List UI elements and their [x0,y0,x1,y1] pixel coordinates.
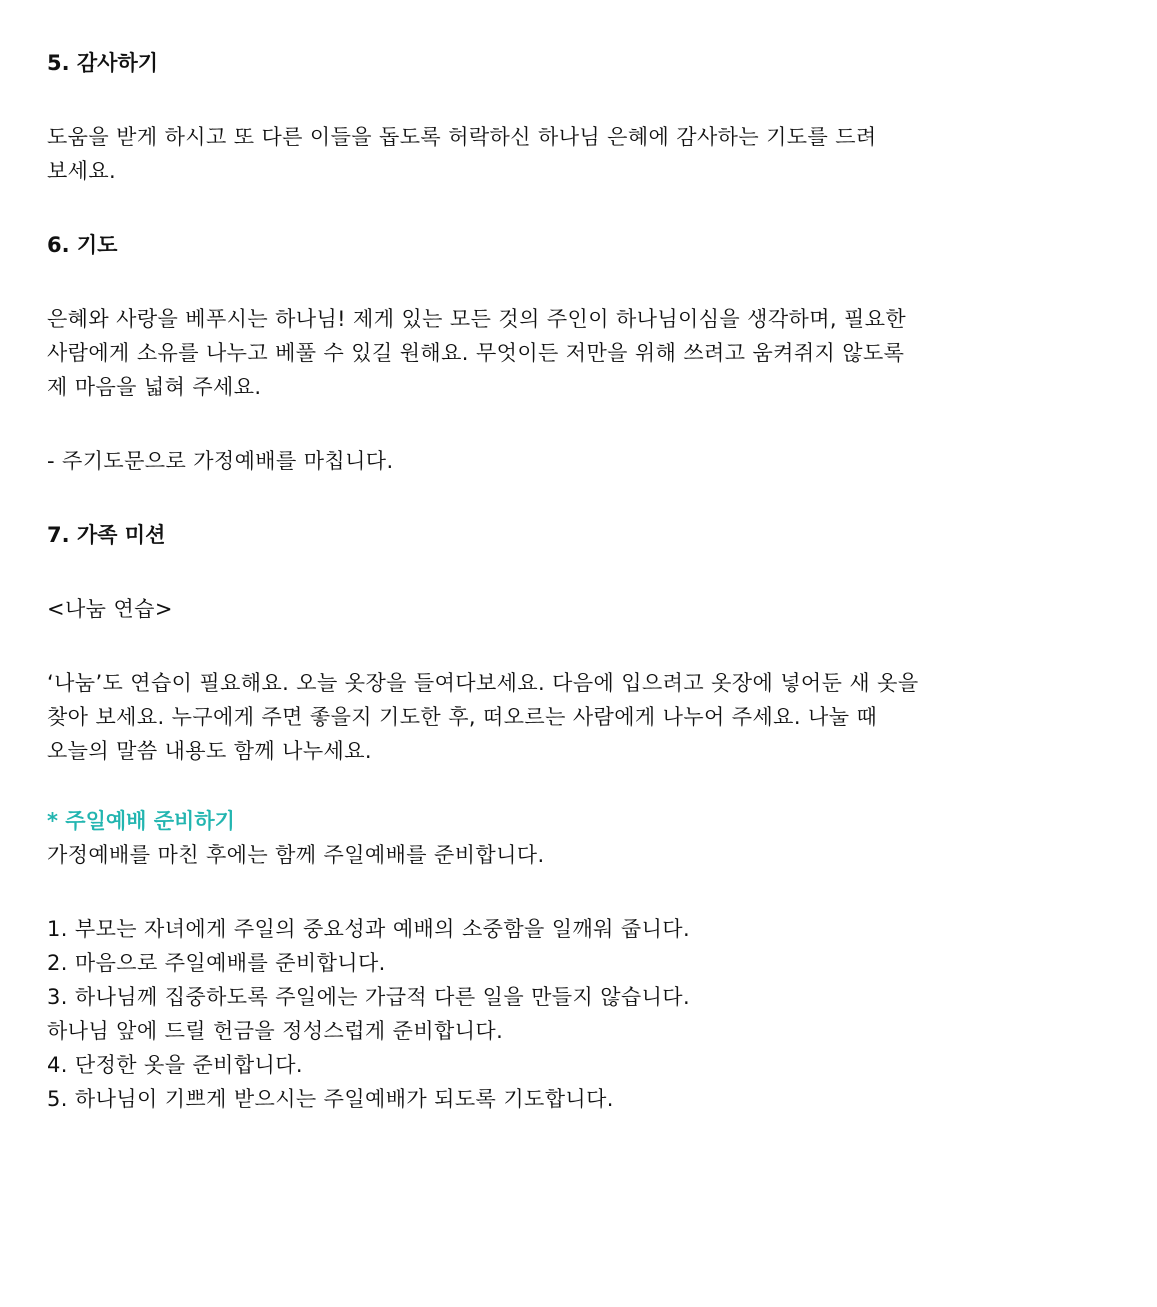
sunday-prep-item: 하나님 앞에 드릴 헌금을 정성스럽게 준비합니다. [47,1019,504,1043]
section-heading-mission: 7. 가족 미션 [47,523,166,547]
sunday-prep-intro: 가정예배를 마친 후에는 함께 주일예배를 준비합니다. [47,843,545,867]
thanks-line: 도움을 받게 하시고 또 다른 이들을 돕도록 허락하신 하나님 은혜에 감사하는 기도를 드려 [47,125,877,149]
mission-line: ‘나눔’도 연습이 필요해요. 오늘 옷장을 들여다보세요. 다음에 입으려고 옷장에 넣어둔 새 옷을 [47,671,919,695]
section-heading-thanks: 5. 감사하기 [47,51,159,75]
mission-line: 찾아 보세요. 누구에게 주면 좋을지 기도한 후, 떠오르는 사람에게 나누어 주세요. 나눌 때 [47,705,878,729]
prayer-line: 제 마음을 넓혀 주세요. [47,375,262,399]
sunday-prep-item: 1. 부모는 자녀에게 주일의 중요성과 예배의 소중함을 일깨워 줍니다. [47,917,691,941]
sunday-prep-item: 5. 하나님이 기쁘게 받으시는 주일예배가 되도록 기도합니다. [47,1087,614,1111]
mission-subtitle: <나눔 연습> [47,597,173,621]
prayer-closing: - 주기도문으로 가정예배를 마칩니다. [47,449,394,473]
mission-line: 오늘의 말씀 내용도 함께 나누세요. [47,739,372,763]
prayer-line: 은혜와 사랑을 베푸시는 하나님! 제게 있는 모든 것의 주인이 하나님이심을 생각하며, 필요한 [47,307,907,331]
sunday-prep-item: 2. 마음으로 주일예배를 준비합니다. [47,951,386,975]
sunday-prep-item: 4. 단정한 옷을 준비합니다. [47,1053,303,1077]
thanks-line: 보세요. [47,159,117,183]
prayer-line: 사람에게 소유를 나누고 베풀 수 있길 원해요. 무엇이든 저만을 위해 쓰려고 움켜쥐지 않도록 [47,341,905,365]
section-heading-prayer: 6. 기도 [47,233,118,257]
sunday-prep-heading: * 주일예배 준비하기 [47,809,235,833]
sunday-prep-item: 3. 하나님께 집중하도록 주일에는 가급적 다른 일을 만들지 않습니다. [47,985,691,1009]
